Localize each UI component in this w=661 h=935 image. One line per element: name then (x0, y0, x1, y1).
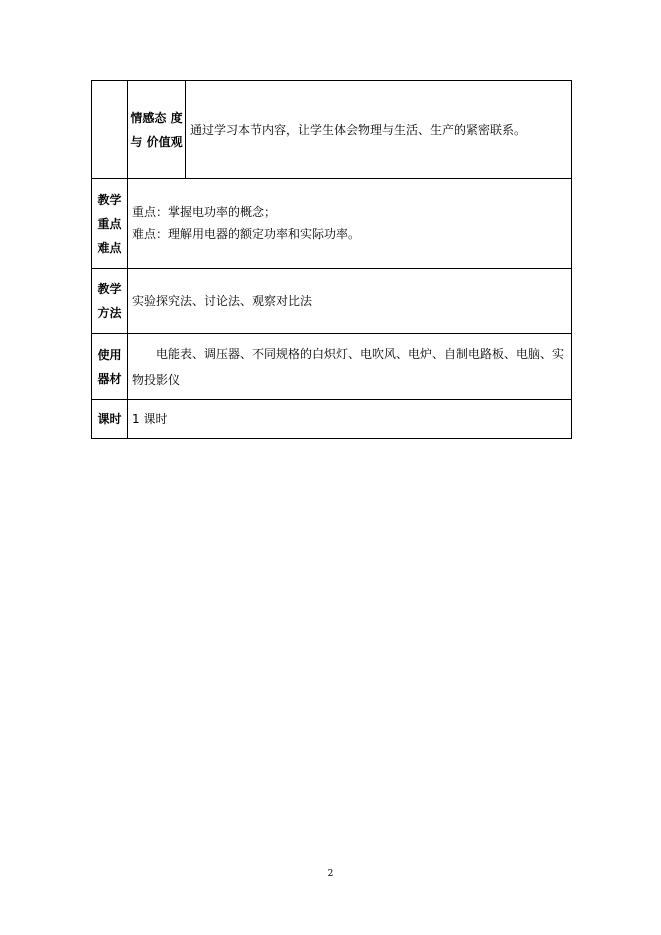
row-equipment (92, 334, 572, 400)
key-points-label (92, 179, 128, 269)
equipment-label (92, 334, 128, 400)
methods-label-line-1: 教学 (97, 282, 122, 296)
methods-text: 实验探究法、讨论法、观察对比法 (132, 294, 313, 308)
key-points-label-line-3: 难点 (97, 240, 122, 255)
periods-text: 1 课时 (132, 412, 168, 426)
equipment-label-line-1: 使用 (97, 347, 122, 362)
emotion-content-text: 通过学习本节内容，让学生体会物理与生活、生产的紧密联系。 (190, 122, 527, 137)
row-emotion-attitude-values (92, 81, 572, 179)
lesson-plan-table (91, 80, 572, 439)
row-periods (92, 400, 572, 439)
equipment-content (128, 334, 572, 400)
periods-content (128, 400, 572, 439)
row-key-points (92, 179, 572, 269)
difficult-point-text: 难点：理解用电器的额定功率和实际功率。 (132, 227, 361, 241)
emotion-content (186, 81, 572, 179)
emotion-label-line-1: 情感态 (130, 110, 167, 125)
periods-label-text: 课时 (97, 412, 122, 426)
emotion-label-line-3: 价值观 (146, 134, 183, 149)
methods-label (92, 269, 128, 334)
equipment-text: 电能表、调压器、不同规格的白炽灯、电吹风、电炉、自制电路板、电脑、实物投影仪 (132, 346, 565, 387)
methods-label-line-2: 方法 (97, 306, 122, 320)
emotion-label (128, 81, 186, 179)
equipment-label-line-2: 器材 (97, 371, 122, 386)
page-number: 2 (327, 869, 334, 879)
key-point-text: 重点：掌握电功率的概念； (132, 205, 277, 219)
row-methods (92, 269, 572, 334)
methods-content (128, 269, 572, 334)
key-points-label-line-1: 教学 (97, 192, 122, 207)
key-points-label-line-2: 重点 (97, 216, 122, 231)
key-points-content (128, 179, 572, 269)
periods-label (92, 400, 128, 439)
row-emotion-empty-cell (92, 81, 128, 179)
emotion-label-line-2: 度与 (130, 110, 183, 149)
